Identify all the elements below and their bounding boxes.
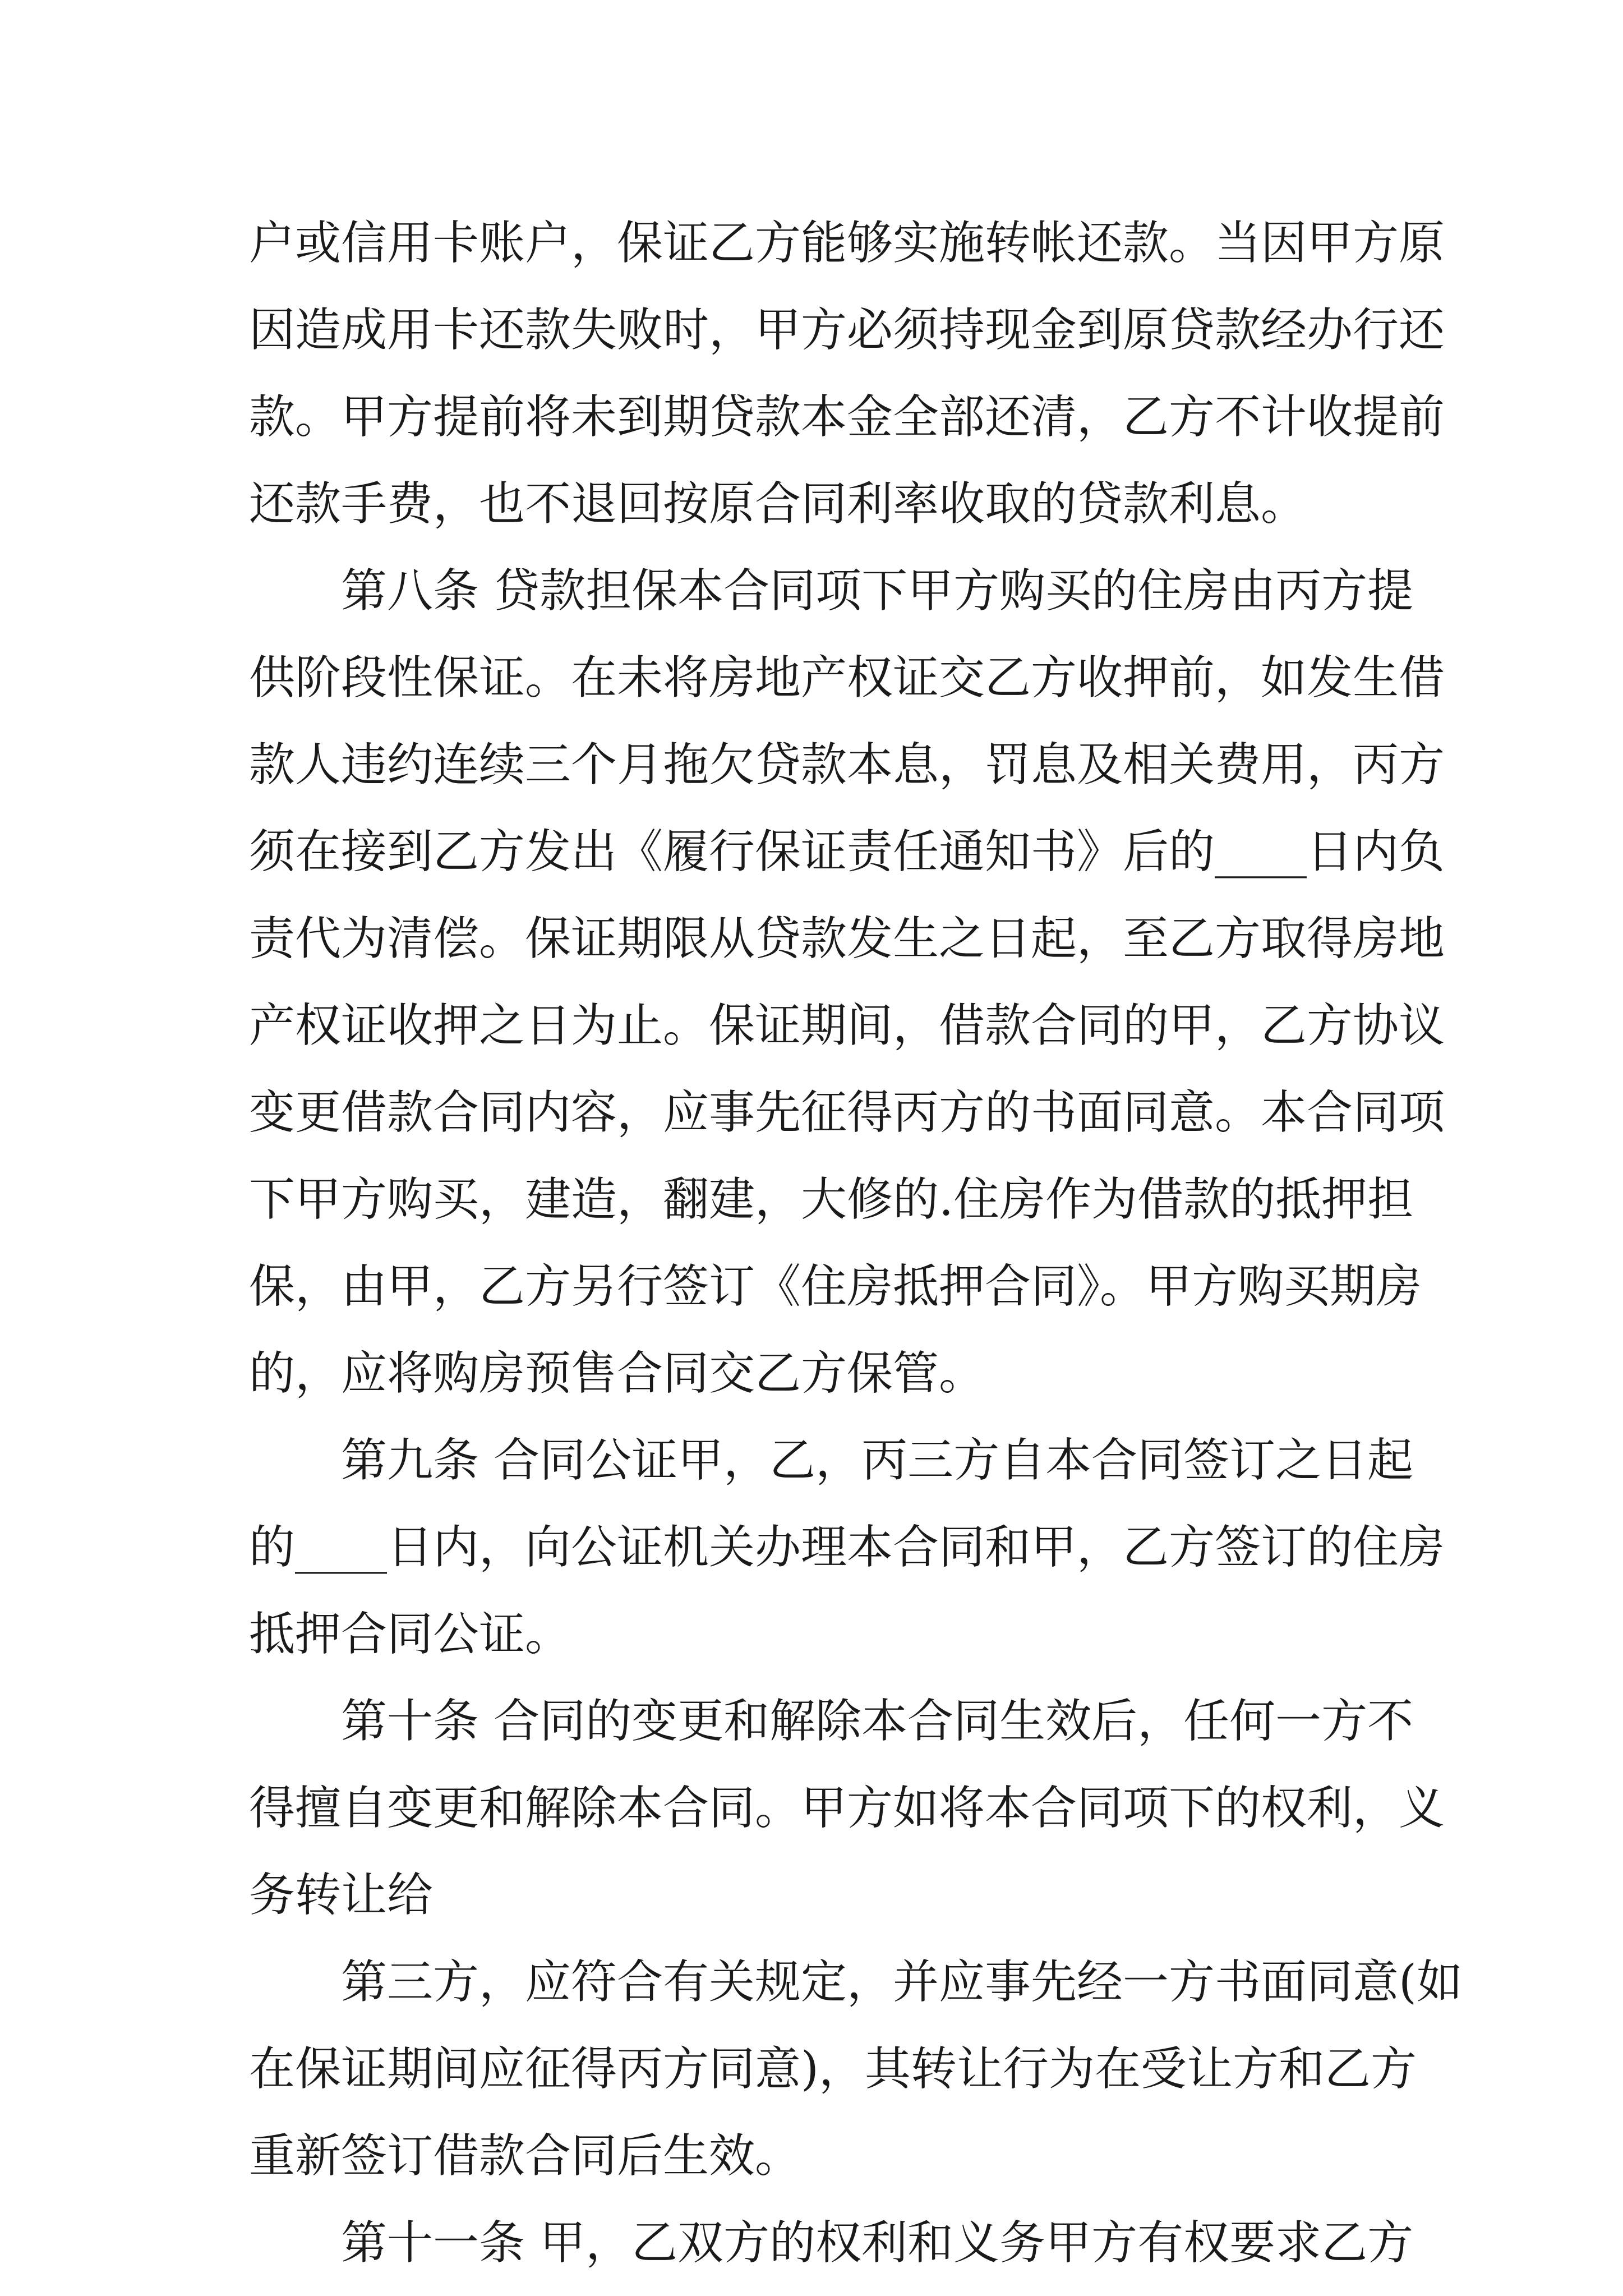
text-line: 产权证收押之日为止。保证期间，借款合同的甲，乙方协议 xyxy=(249,999,1445,1052)
text-line: 款。甲方提前将未到期贷款本金全部还清，乙方不计收提前 xyxy=(249,390,1445,444)
text-line: 在保证期间应征得丙方同意)，其转让行为在受让方和乙方 xyxy=(249,2042,1417,2096)
text-line: 下甲方购买，建造，翻建，大修的.住房作为借款的抵押担 xyxy=(249,1173,1414,1226)
text-line: 的，应将购房预售合同交乙方保管。 xyxy=(249,1347,985,1400)
text-line: 户或信用卡账户，保证乙方能够实施转帐还款。当因甲方原 xyxy=(249,217,1445,270)
text-line: 还款手费，也不退回按原合同利率收取的贷款利息。 xyxy=(249,477,1307,531)
text-line: 供阶段性保证。在未将房地产权证交乙方收押前，如发生借 xyxy=(249,651,1445,705)
paragraph-article-10 xyxy=(249,1678,1445,1939)
contract-body xyxy=(249,200,1463,2286)
text-line: 务转让给 xyxy=(249,1869,434,1922)
text-line: 第十条 合同的变更和解除本合同生效后，任何一方不 xyxy=(341,1695,1414,1748)
text-line: 得擅自变更和解除本合同。甲方如将本合同项下的权利，义 xyxy=(249,1782,1445,1835)
text-line: 因造成用卡还款失败时，甲方必须持现金到原贷款经办行还 xyxy=(249,303,1445,357)
text-line: 第三方，应符合有关规定，并应事先经一方书面同意(如 xyxy=(341,1955,1463,2009)
paragraph-article-11 xyxy=(249,2200,1414,2286)
text-line: 责代为清偿。保证期限从贷款发生之日起，至乙方取得房地 xyxy=(249,912,1445,965)
text-line: 须在接到乙方发出《履行保证责任通知书》后的____日内负 xyxy=(249,825,1445,878)
text-line: 抵押合同公证。 xyxy=(249,1608,571,1661)
text-line: 重新签订借款合同后生效。 xyxy=(249,2129,801,2183)
paragraph-article-9 xyxy=(249,1417,1445,1678)
paragraph-article-8 xyxy=(249,547,1445,1417)
paragraph-third-party xyxy=(249,1939,1463,2200)
text-line: 的____日内，向公证机关办理本合同和甲，乙方签订的住房 xyxy=(249,1521,1445,1574)
text-line: 第九条 合同公证甲，乙，丙三方自本合同签订之日起 xyxy=(341,1434,1414,1487)
text-line: 款人违约连续三个月拖欠贷款本息，罚息及相关费用，丙方 xyxy=(249,738,1445,792)
text-line: 变更借款合同内容，应事先征得丙方的书面同意。本合同项 xyxy=(249,1086,1445,1139)
text-line: 第十一条 甲，乙双方的权利和义务甲方有权要求乙方 xyxy=(341,2216,1414,2270)
text-line: 第八条 贷款担保本合同项下甲方购买的住房由丙方提 xyxy=(341,564,1414,618)
paragraph-continuation xyxy=(249,200,1445,547)
text-line: 保，由甲，乙方另行签订《住房抵押合同》。甲方购买期房 xyxy=(249,1260,1422,1313)
